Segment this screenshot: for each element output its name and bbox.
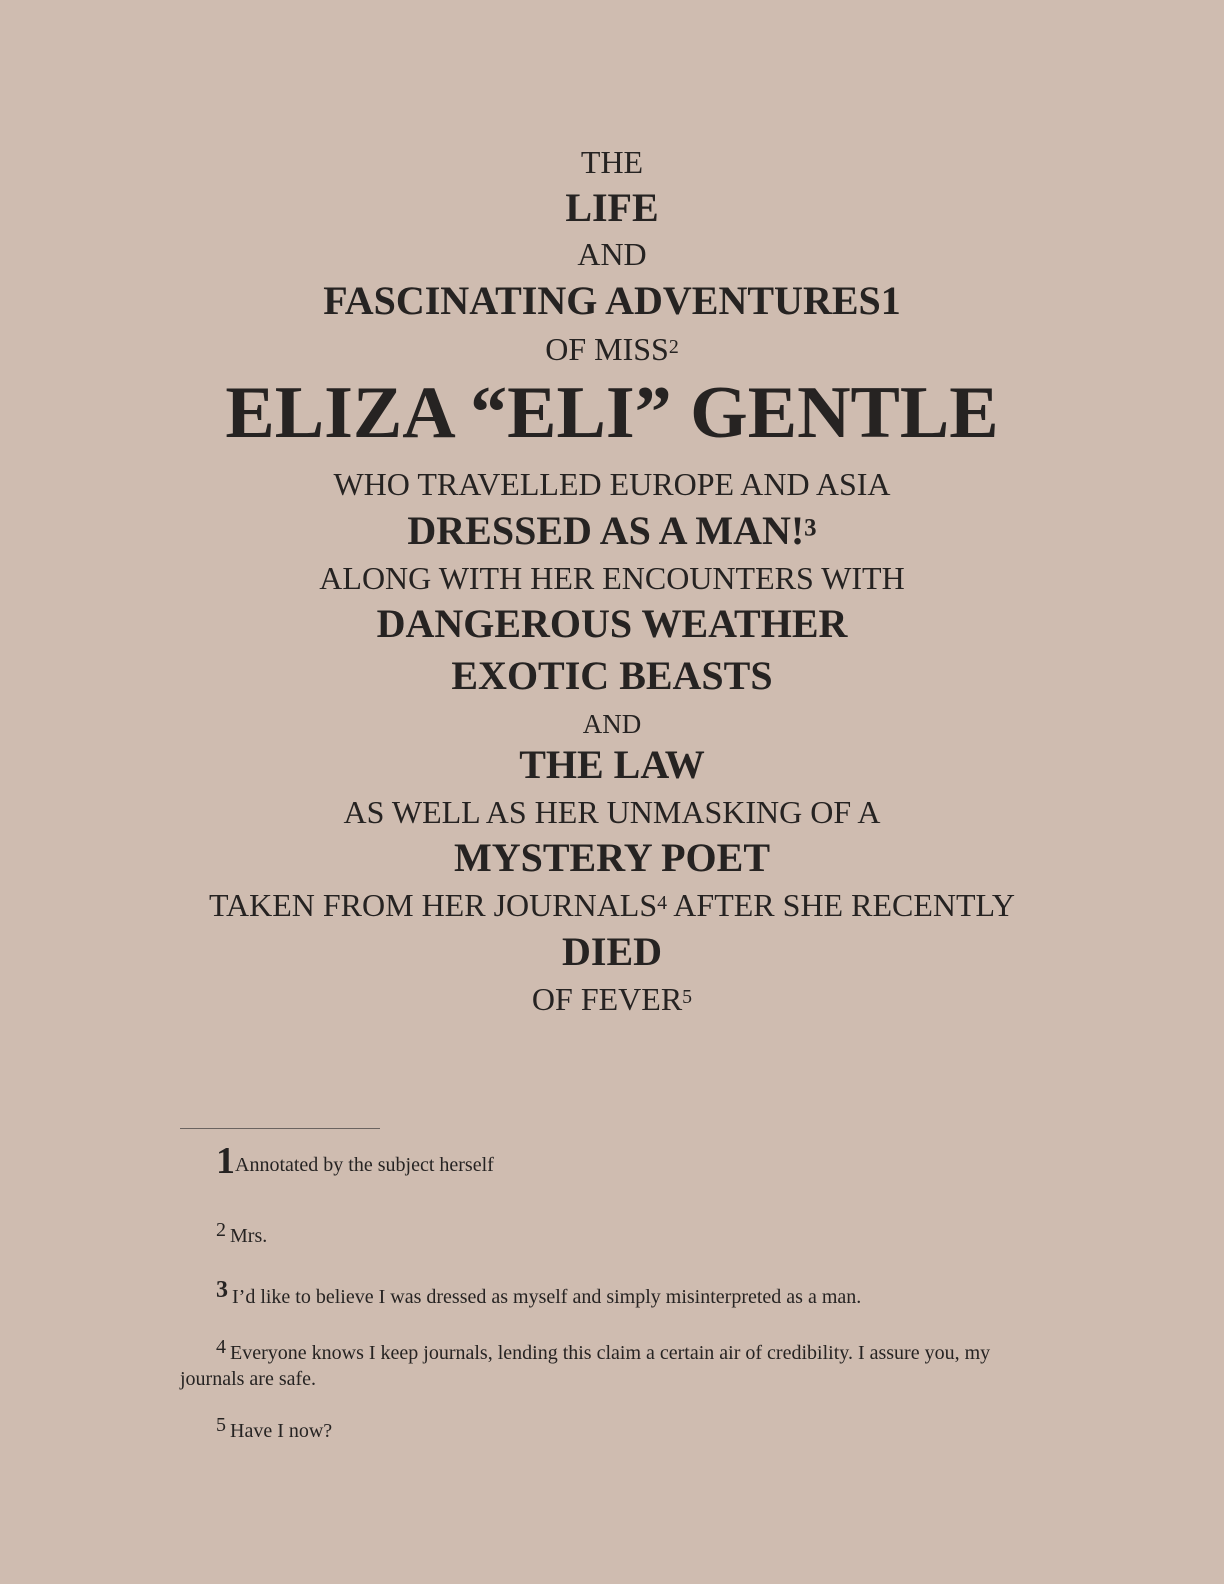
title-line-dangerous-weather: DANGEROUS WEATHER — [376, 601, 848, 646]
footnote-text: Have I now? — [230, 1420, 333, 1442]
footnote-text: Mrs. — [230, 1225, 268, 1247]
title-line-and: AND — [577, 236, 647, 272]
title-line-exotic-beasts: EXOTIC BEASTS — [451, 653, 773, 698]
title-line-taken-from — [0, 889, 1224, 921]
footnote-text: Everyone knows I keep journals, lending this claim a certain air of credibility. I assure you, my journals are safe. — [180, 1342, 991, 1390]
of-fever-text: OF FEVER — [531, 981, 683, 1017]
title-line-fascinating-adventures: FASCINATING ADVENTURES1 — [323, 278, 901, 323]
title-line-eliza-eli-gentle: ELIZA “ELI” GENTLE — [225, 372, 999, 454]
footnote-4 — [180, 1334, 1040, 1392]
title-line-of-miss — [0, 333, 1224, 365]
footnote-ref-2: 2 — [668, 336, 679, 359]
footnote-divider — [180, 1128, 380, 1129]
after-she-recently-text: AFTER SHE RECENTLY — [667, 887, 1015, 923]
title-line-died: DIED — [561, 929, 663, 974]
dressed-as-a-man-text: DRESSED AS A MAN! — [407, 508, 805, 553]
title-line-dressed-as-a-man — [0, 508, 1224, 553]
title-line-and-2: AND — [582, 709, 642, 739]
footnote-3 — [180, 1277, 1040, 1310]
of-miss-text: OF MISS — [545, 331, 669, 367]
footnote-text: Annotated by the subject herself — [235, 1154, 494, 1176]
footnote-1 — [180, 1140, 1040, 1182]
title-line-the: THE — [580, 144, 644, 180]
footnote-ref-4: 4 — [657, 892, 668, 915]
footnote-ref-5: 5 — [682, 986, 693, 1009]
title-line-who-travelled: WHO TRAVELLED EUROPE AND ASIA — [333, 466, 891, 502]
title-line-the-law: THE LAW — [519, 742, 705, 787]
footnote-number: 3 — [216, 1277, 228, 1303]
footnote-text: I’d like to believe I was dressed as myself and simply misinterpreted as a man. — [232, 1286, 862, 1308]
title-line-life: LIFE — [565, 185, 659, 230]
title-line-of-fever — [0, 983, 1224, 1015]
title-line-as-well-as: AS WELL AS HER UNMASKING OF A — [343, 794, 881, 830]
footnote-number: 1 — [216, 1140, 235, 1182]
footnote-number: 5 — [216, 1414, 226, 1436]
footnote-number: 2 — [216, 1219, 226, 1241]
footnote-ref-3: 3 — [804, 514, 817, 542]
footnote-2 — [180, 1217, 1040, 1249]
title-line-along-with: ALONG WITH HER ENCOUNTERS WITH — [319, 560, 905, 596]
footnote-number: 4 — [216, 1336, 226, 1358]
title-line-mystery-poet: MYSTERY POET — [453, 835, 771, 880]
footnote-5 — [180, 1412, 1040, 1444]
taken-from-text: TAKEN FROM HER JOURNALS — [209, 887, 658, 923]
